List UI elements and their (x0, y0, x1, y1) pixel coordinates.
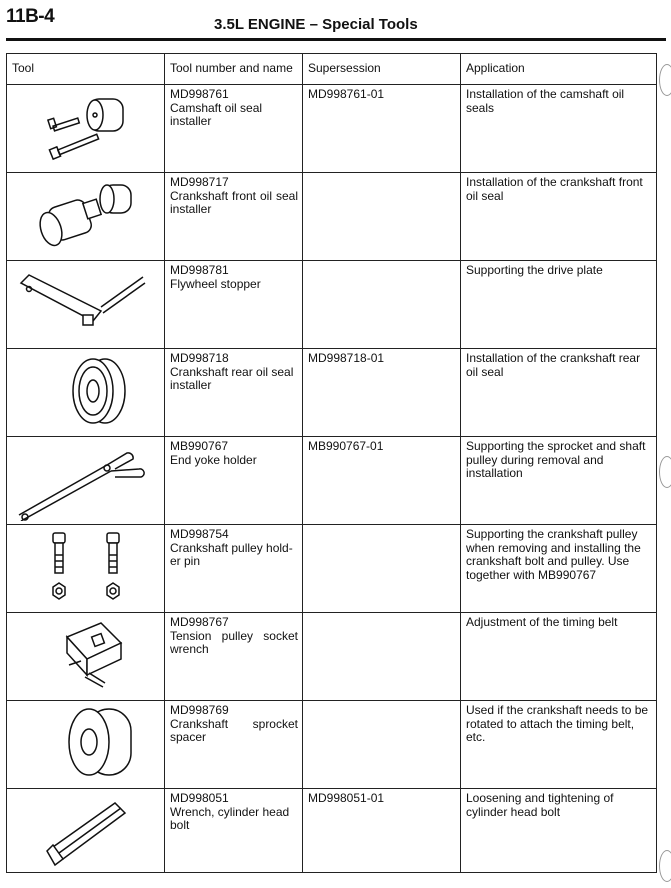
tool-name: Crankshaft pulley hold-er pin (170, 540, 293, 568)
tool-number: MD998717 (170, 175, 229, 189)
page-title: 3.5L ENGINE – Special Tools (214, 16, 418, 33)
tool-illustration-cell (7, 85, 165, 173)
tool-name: Camshaft oil seal installer (170, 100, 263, 128)
supersession-cell: MD998718-01 (303, 349, 461, 437)
tool-illustration-cell (7, 789, 165, 873)
binding-hole-mark (659, 64, 671, 96)
tool-name: Tension pulley socket wrench (170, 628, 298, 656)
application-cell: Adjustment of the timing belt (461, 613, 657, 701)
tool-number-cell (165, 437, 303, 525)
col-header-application: Application (461, 54, 657, 85)
supersession-cell (303, 261, 461, 349)
tool-number: MB990767 (170, 439, 229, 453)
application-cell: Loosening and tightening of cylinder head bolt (461, 789, 657, 873)
tool-number-cell (165, 789, 303, 873)
tool-illustration-cell (7, 173, 165, 261)
tool-number-cell (165, 613, 303, 701)
rear-seal-installer-icon (7, 349, 165, 433)
supersession-cell (303, 525, 461, 613)
application-cell: Supporting the drive plate (461, 261, 657, 349)
tool-number: MD998767 (170, 615, 229, 629)
tool-name: Wrench, cylinder head bolt (170, 804, 290, 832)
supersession-cell: MD998761-01 (303, 85, 461, 173)
tool-illustration-cell (7, 525, 165, 613)
tool-number-cell (165, 701, 303, 789)
tool-name: Flywheel stopper (170, 276, 261, 291)
binding-hole-mark (659, 850, 671, 882)
application-cell: Supporting the crankshaft pulley when removing and installing the crankshaft bolt and pulley. Use together with MB990767 (461, 525, 657, 613)
hex-wrench-icon (7, 789, 165, 873)
col-header-tool-number: Tool number and name (165, 54, 303, 85)
front-seal-installer-icon (7, 173, 165, 257)
page-number: 11B-4 (6, 6, 55, 27)
table-row (7, 701, 657, 789)
tool-number: MD998769 (170, 703, 229, 717)
special-tools-table (6, 53, 657, 873)
seal-installer-bolts-icon (7, 85, 165, 169)
tool-name: Crankshaft sprocket spacer (170, 716, 298, 744)
tool-number: MD998051 (170, 791, 229, 805)
col-header-supersession: Supersession (303, 54, 461, 85)
tool-number-cell (165, 349, 303, 437)
application-cell: Installation of the camshaft oil seals (461, 85, 657, 173)
application-cell: Used if the crankshaft needs to be rotated to attach the timing belt, etc. (461, 701, 657, 789)
table-row (7, 349, 657, 437)
supersession-cell: MD998051-01 (303, 789, 461, 873)
tool-number-cell (165, 525, 303, 613)
supersession-cell: MB990767-01 (303, 437, 461, 525)
tool-name: Crankshaft rear oil seal installer (170, 364, 294, 392)
table-row (7, 173, 657, 261)
tool-number: MD998781 (170, 263, 229, 277)
holder-pin-icon (7, 525, 165, 609)
table-row (7, 525, 657, 613)
tool-number-cell (165, 85, 303, 173)
tool-number-cell (165, 261, 303, 349)
table-row (7, 85, 657, 173)
flywheel-stopper-icon (7, 261, 165, 345)
tool-illustration-cell (7, 349, 165, 437)
table-row (7, 437, 657, 525)
application-cell: Installation of the crankshaft rear oil seal (461, 349, 657, 437)
tool-illustration-cell (7, 261, 165, 349)
page-header (0, 0, 671, 40)
supersession-cell (303, 701, 461, 789)
tool-illustration-cell (7, 437, 165, 525)
tool-number: MD998761 (170, 87, 229, 101)
supersession-cell (303, 613, 461, 701)
socket-wrench-icon (7, 613, 165, 697)
tool-number: MD998754 (170, 527, 229, 541)
table-row (7, 613, 657, 701)
header-rule (6, 38, 666, 41)
table-row (7, 261, 657, 349)
tool-number-cell (165, 173, 303, 261)
col-header-tool: Tool (7, 54, 165, 85)
supersession-cell (303, 173, 461, 261)
tool-number: MD998718 (170, 351, 229, 365)
tool-name: Crankshaft front oil seal installer (170, 188, 298, 216)
sprocket-spacer-icon (7, 701, 165, 785)
binding-hole-mark (659, 456, 671, 488)
tool-name: End yoke holder (170, 452, 257, 467)
application-cell: Installation of the crankshaft front oil seal (461, 173, 657, 261)
application-cell: Supporting the sprocket and shaft pulley during removal and installation (461, 437, 657, 525)
tool-illustration-cell (7, 613, 165, 701)
table-row (7, 789, 657, 873)
table-header-row (7, 54, 657, 85)
tool-illustration-cell (7, 701, 165, 789)
end-yoke-holder-icon (7, 437, 165, 521)
